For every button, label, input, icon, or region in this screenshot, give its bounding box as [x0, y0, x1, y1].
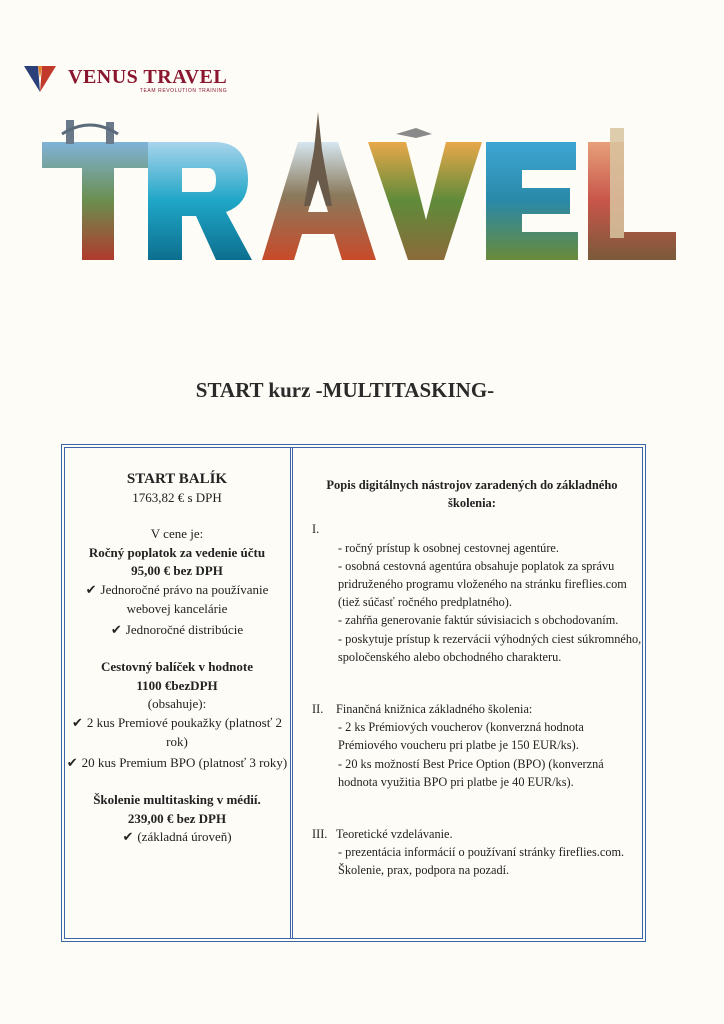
- column-divider: [290, 447, 293, 939]
- fee-item-text: Jednoročné právo na používanie webovej kancelárie: [100, 581, 269, 616]
- includes-label: V cene je:: [150, 526, 204, 541]
- training-item-text: (základná úroveň): [137, 829, 232, 844]
- bundle-item-text: 20 kus Premium BPO (platnosť 3 roky): [81, 754, 288, 770]
- bundle-item: [66, 714, 288, 752]
- training-item: [66, 828, 288, 848]
- fee-item-text: Jednoročné distribúcie: [125, 621, 244, 637]
- brand-logo: [24, 66, 227, 94]
- travel-banner: [36, 110, 692, 272]
- training-price: 239,00 € bez DPH: [127, 810, 227, 826]
- section-line: - osobná cestovná agentúra obsahuje poplatok za správu pridruženého programu vloženého na stránku fireflies.com (tiež súčasť ročného predplatného).: [338, 558, 627, 610]
- fee-item: [66, 581, 288, 619]
- section-1: [312, 520, 646, 666]
- bundle-contains: (obsahuje):: [147, 696, 207, 711]
- brand-name: VENUS TRAVEL: [68, 65, 228, 88]
- bundle-item-text: 2 kus Premiové poukažky (platnosť 2 rok): [86, 714, 282, 749]
- section-title: Finančná knižnica základného školenia:: [336, 702, 533, 717]
- checkmark-icon: ✔: [66, 755, 78, 771]
- checkmark-icon: ✔: [122, 830, 134, 845]
- fee-title: Ročný poplatok za vedenie účtu: [88, 544, 266, 560]
- checkmark-icon: ✔: [110, 622, 122, 638]
- section-2: [312, 700, 646, 791]
- brand-tagline: TEAM REVOLUTION TRAINING: [139, 87, 228, 94]
- description-heading: Popis digitálnych nástrojov zaradených do základného školenia:: [326, 478, 618, 511]
- fee-price: 95,00 € bez DPH: [131, 563, 223, 578]
- package-title: START BALÍK: [126, 471, 228, 487]
- section-number: III.: [312, 827, 328, 842]
- section-line: - ročný prístup k osobnej cestovnej agentúre.: [338, 540, 559, 555]
- checkmark-icon: ✔: [85, 582, 97, 598]
- description-column: [312, 476, 646, 880]
- section-line: - 2 ks Prémiových voucherov (konverzná hodnota Prémiového voucheru pri platbe je 150 EUR/ks).: [338, 720, 584, 753]
- section-title: Teoretické vzdelávanie.: [336, 827, 453, 842]
- course-title: START kurz -MULTITASKING-: [195, 378, 495, 402]
- checkmark-icon: ✔: [71, 715, 83, 731]
- venus-logo-icon: [24, 66, 56, 94]
- section-line: - 20 ks možností Best Price Option (BPO) (konverzná hodnota využitia BPO pri platbe je 40 EUR/ks).: [338, 756, 604, 789]
- section-number: I.: [312, 522, 320, 537]
- fee-item: [66, 621, 288, 641]
- bundle-item: [66, 754, 288, 774]
- section-number: II.: [312, 702, 324, 717]
- section-line: - prezentácia informácií o používaní stránky fireflies.com. Školenie, prax, podpora na pozadí.: [338, 845, 625, 878]
- section-line: - zahŕňa generovanie faktúr súvisiacich s obchodovaním.: [338, 613, 619, 628]
- section-line: - poskytuje prístup k rezervácii výhodných ciest súkromného, spoločenského alebo obchodného charakteru.: [338, 631, 642, 664]
- bundle-title: Cestovný balíček v hodnote: [100, 659, 254, 674]
- section-3: [312, 825, 646, 880]
- bundle-price: 1100 €bezDPH: [136, 677, 218, 693]
- training-title: Školenie multitasking v médií.: [93, 792, 261, 807]
- package-price: 1763,82 € s DPH: [132, 489, 222, 505]
- package-column: [66, 470, 288, 848]
